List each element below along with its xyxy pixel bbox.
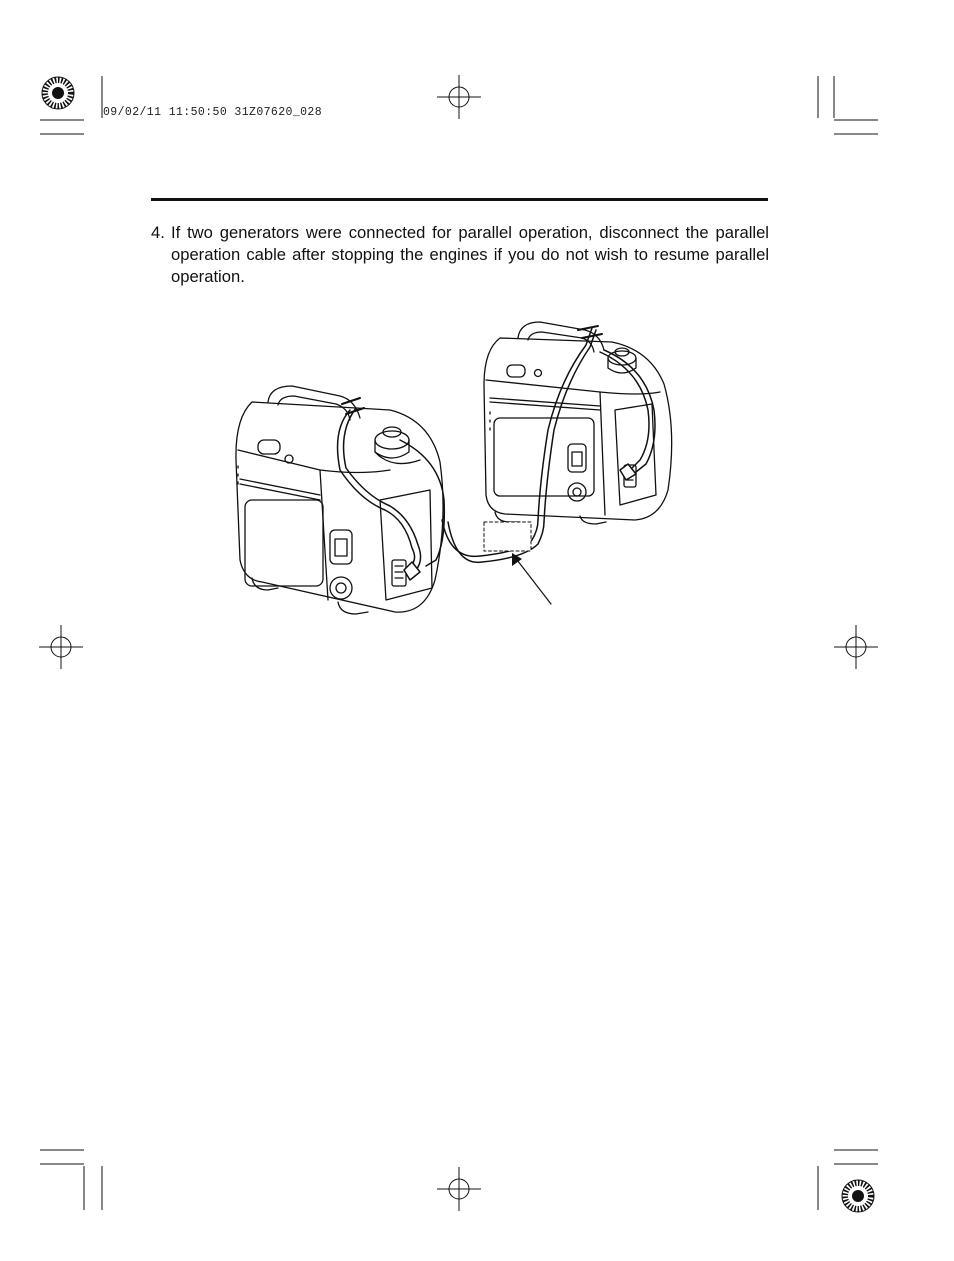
callout-leader bbox=[514, 556, 551, 604]
generator-left bbox=[236, 386, 443, 614]
print-timestamp: 09/02/11 11:50:50 31Z07620_028 bbox=[103, 106, 323, 119]
generator-right bbox=[484, 322, 672, 524]
callout-box bbox=[484, 522, 531, 551]
step-text: If two generators were connected for parallel operation, disconnect the parallel operation cable after stopping the engines if you do not wish to resume parallel operation. bbox=[171, 223, 769, 286]
step-number: 4. bbox=[151, 223, 165, 242]
